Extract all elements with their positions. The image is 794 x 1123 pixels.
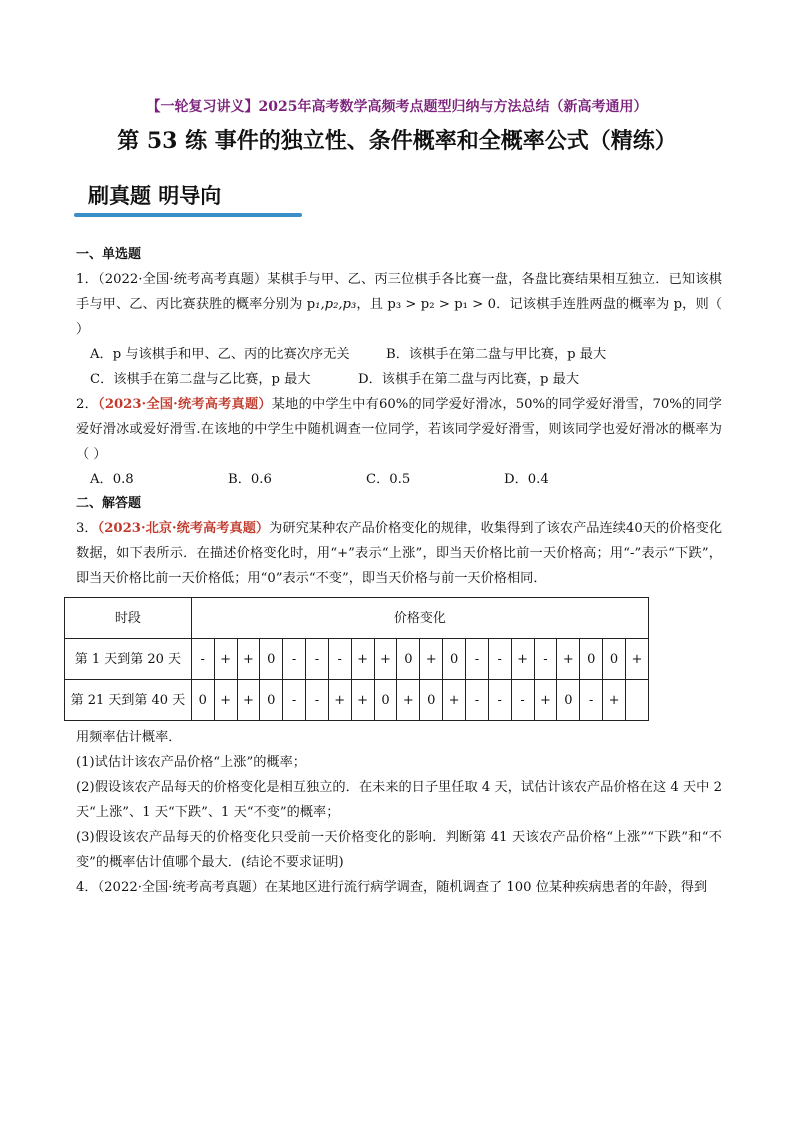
document-content [70,243,723,900]
question-3 [76,516,722,591]
table-cell: 0 [443,639,466,680]
table-cell: 0 [580,639,603,680]
table-cell: + [351,680,374,721]
table-row [65,680,649,721]
table-cell: 0 [603,639,626,680]
table-cell: + [626,639,649,680]
table-cell: + [237,639,260,680]
question-2-options [76,467,722,492]
question-1-text-a: 1．（2022·全国·统考高考真题）某棋手与甲、乙、丙三位棋手各比赛一盘，各盘比赛结果相互独立．已知该棋手与甲、乙、丙比赛获胜的概率分别为 p [76,272,722,312]
table-cell: + [237,680,260,721]
question-1-text-b: ，且 p₃ > p₂ > p₁ > 0．记该棋手连胜两盘的概率为 p，则（ ） [76,297,722,337]
table-cell: 0 [260,680,283,721]
table-cell: - [534,639,557,680]
table-cell: + [397,680,420,721]
table-row-label: 第 21 天到第 40 天 [65,680,192,721]
table-cell: + [603,680,626,721]
banner-underline [74,213,302,217]
table-cell: - [306,639,329,680]
table-cell: 0 [191,680,214,721]
table-cell: - [466,639,489,680]
question-1 [76,267,722,342]
table-cell: + [511,639,534,680]
table-cell: + [374,639,397,680]
question-1-option-c: C．该棋手在第二盘与乙比赛，p 最大 [90,372,311,387]
table-cell: 0 [557,680,580,721]
table-cell: 0 [397,639,420,680]
question-2-option-d: D．0.4 [504,472,549,487]
table-cell: + [443,680,466,721]
section-heading-single-choice: 一、单选题 [76,247,142,262]
question-2 [76,392,722,467]
question-3-text: 为研究某种农产品价格变化的规律，收集得到了该农产品连续40天的价格变化数据，如下表所示．在描述价格变化时，用“+”表示“上涨”，即当天价格比前一天价格高；用“-”表示“下跌”，即当天价格比前一天价格低；用“0”表示“不变”，即当天价格与前一天价格相同． [76,521,723,586]
question-2-number: 2． [76,397,99,412]
table-cell: - [466,680,489,721]
table-cell: - [328,639,351,680]
question-1-option-d: D．该棋手在第二盘与丙比赛，p 最大 [358,372,580,387]
section-heading-solution: 二、解答题 [76,496,142,511]
table-cell [626,680,649,721]
table-cell: - [580,680,603,721]
table-cell: - [283,680,306,721]
table-cell: - [488,639,511,680]
table-cell: + [534,680,557,721]
question-2-option-a: A．0.8 [90,472,134,487]
question-2-source: （2023·全国·统考高考真题） [98,397,272,412]
question-3-part-3: (3)假设该农产品每天的价格变化只受前一天价格变化的影响．判断第 41 天该农产品价格“上涨”“下跌”和“不变”的概率估计值哪个最大．(结论不要求证明) [76,830,722,870]
table-cell: - [306,680,329,721]
table-header-row [65,598,649,639]
table-row [65,639,649,680]
question-3-number: 3． [76,521,98,536]
question-3-source: （2023·北京·统考高考真题） [97,521,270,536]
table-cell: + [214,639,237,680]
question-2-option-c: C．0.5 [366,472,411,487]
question-1-option-b: B．该棋手在第二盘与甲比赛，p 最大 [386,347,607,362]
document-subtitle: 【一轮复习讲义】2025年高考数学高频考点题型归纳与方法总结（新高考通用） [146,99,648,115]
price-change-table [64,597,649,721]
question-3-note: 用频率估计概率． [76,730,182,745]
question-2-option-b: B．0.6 [228,472,272,487]
table-cell: - [191,639,214,680]
table-header-change: 价格变化 [191,598,648,639]
table-cell: 0 [260,639,283,680]
question-1-option-a: A．p 与该棋手和甲、乙、丙的比赛次序无关 [90,347,350,362]
section-banner: 刷真题 明导向 [88,183,222,208]
table-cell: - [511,680,534,721]
question-4: 4．（2022·全国·统考高考真题）在某地区进行流行病学调查，随机调查了 100 位某种疾病患者的年龄，得到 [76,880,708,895]
table-cell: - [283,639,306,680]
table-cell: 0 [374,680,397,721]
question-1-probabilities: ₁,p₂,p₃ [315,297,357,312]
table-cell: + [328,680,351,721]
question-2-text: 某地的中学生中有60%的同学爱好滑冰，50%的同学爱好滑雪，70%的同学爱好滑冰或爱好滑雪.在该地的中学生中随机调查一位同学，若该同学爱好滑雪，则该同学也爱好滑冰的概率为（ ） [76,397,722,462]
table-cell: + [557,639,580,680]
table-header-period: 时段 [65,598,192,639]
question-1-options-row1 [76,342,722,367]
table-row-label: 第 1 天到第 20 天 [65,639,192,680]
question-1-options-row2 [76,367,722,392]
table-cell: + [420,639,443,680]
question-3-part-2: (2)假设该农产品每天的价格变化是相互独立的．在未来的日子里任取 4 天，试估计该农产品价格在这 4 天中 2 天“上涨”、1 天“下跌”、1 天“不变”的概率； [76,780,722,820]
table-cell: + [214,680,237,721]
table-cell: - [488,680,511,721]
page-title: 第 53 练 事件的独立性、条件概率和全概率公式（精练） [117,128,677,154]
table-cell: 0 [420,680,443,721]
table-cell: + [351,639,374,680]
question-3-part-1: (1)试估计该农产品价格“上涨”的概率； [76,755,306,770]
